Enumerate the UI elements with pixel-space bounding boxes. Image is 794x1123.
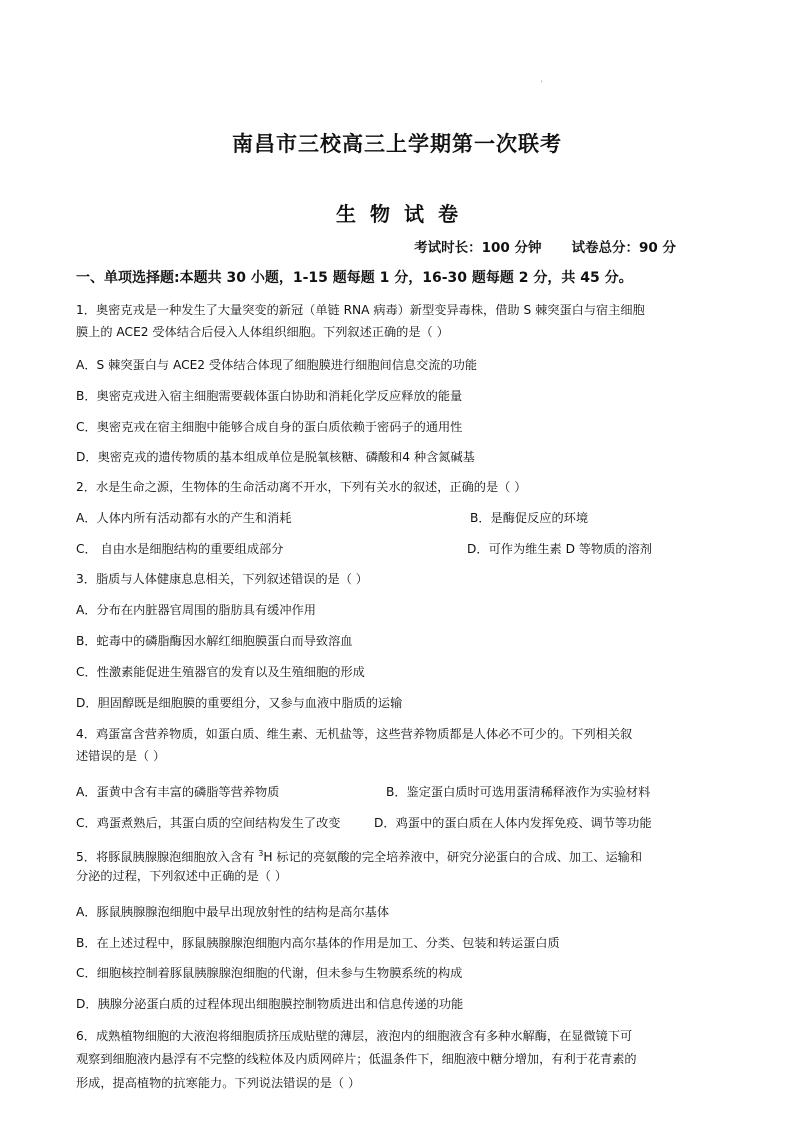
q2-option-b: B．是酶促反应的环境 bbox=[470, 511, 589, 525]
q6-stem-line2: 观察到细胞液内悬浮有不完整的线粒体及内质网碎片；低温条件下，细胞液中糖分增加，有利于花青素的 bbox=[76, 1052, 637, 1066]
q2-stem: 2．水是生命之源，生物体的生命活动离不开水，下列有关水的叙述，正确的是（ ） bbox=[76, 480, 527, 494]
q6-stem-line1: 6．成熟植物细胞的大液泡将细胞质挤压成贴壁的薄层，液泡内的细胞液含有多种水解酶，在显微镜下可 bbox=[76, 1029, 633, 1043]
q5-option-c: C．细胞核控制着豚鼠胰腺腺泡细胞的代谢，但未参与生物膜系统的构成 bbox=[76, 966, 463, 980]
section-heading: 一、单项选择题:本题共 30 小题，1-15 题每题 1 分，16-30 题每题 2 分，共 45 分。 bbox=[76, 270, 633, 286]
exam-duration: 考试时长：100 分钟 bbox=[414, 240, 542, 256]
q3-option-a: A．分布在内脏器官周围的脂肪具有缓冲作用 bbox=[76, 603, 316, 617]
q4-option-d: D．鸡蛋中的蛋白质在人体内发挥免疫、调节等功能 bbox=[374, 816, 652, 830]
q1-stem-line1: 1．奥密克戎是一种发生了大量突变的新冠（单链 RNA 病毒）新型变异毒株，借助 S 棘突蛋白与宿主细胞 bbox=[76, 303, 645, 317]
q5-stem-part1: 5．将豚鼠胰腺腺泡细胞放入含有 bbox=[76, 850, 259, 865]
q3-stem: 3．脂质与人体健康息息相关，下列叙述错误的是（ ） bbox=[76, 572, 368, 586]
corner-mark: ' bbox=[541, 80, 543, 87]
q4-stem-line2: 述错误的是（ ） bbox=[76, 749, 166, 763]
exam-meta bbox=[414, 236, 676, 256]
q2-option-a: A．人体内所有活动都有水的产生和消耗 bbox=[76, 511, 292, 525]
q5-option-a: A．豚鼠胰腺腺泡细胞中最早出现放射性的结构是高尔基体 bbox=[76, 905, 390, 919]
q5-option-d: D．胰腺分泌蛋白质的过程体现出细胞膜控制物质进出和信息传递的功能 bbox=[76, 997, 464, 1011]
q3-option-b: B．蛇毒中的磷脂酶因水解红细胞膜蛋白而导致溶血 bbox=[76, 634, 353, 648]
q4-option-c: C．鸡蛋煮熟后，其蛋白质的空间结构发生了改变 bbox=[76, 816, 341, 830]
q1-option-a: A．S 棘突蛋白与 ACE2 受体结合体现了细胞膜进行细胞间信息交流的功能 bbox=[76, 358, 478, 372]
q5-stem-line1 bbox=[76, 846, 642, 865]
exam-total-score: 试卷总分：90 分 bbox=[571, 240, 676, 256]
q4-stem-line1: 4．鸡蛋富含营养物质，如蛋白质、维生素、无机盐等，这些营养物质都是人体必不可少的。下列相关叙 bbox=[76, 727, 633, 741]
q5-superscript: 3 bbox=[258, 849, 264, 858]
q5-stem-line2: 分泌的过程，下列叙述中正确的是（ ） bbox=[76, 869, 288, 883]
q6-stem-line3: 形成，提高植物的抗寒能力。下列说法错误的是（ ） bbox=[76, 1076, 361, 1090]
q1-option-c: C．奥密克戎在宿主细胞中能够合成自身的蛋白质依赖于密码子的通用性 bbox=[76, 420, 463, 434]
q3-option-d: D．胆固醇既是细胞膜的重要组分，又参与血液中脂质的运输 bbox=[76, 696, 403, 710]
q2-option-c: C． 自由水是细胞结构的重要组成部分 bbox=[76, 542, 284, 556]
q1-option-b: B．奥密克戎进入宿主细胞需要载体蛋白协助和消耗化学反应释放的能量 bbox=[76, 389, 463, 403]
q5-stem-part2: H 标记的亮氨酸的完全培养液中，研究分泌蛋白的合成、加工、运输和 bbox=[263, 850, 643, 865]
exam-subtitle: 生物试卷 bbox=[336, 202, 472, 226]
exam-title: 南昌市三校高三上学期第一次联考 bbox=[232, 131, 562, 156]
q2-option-d: D．可作为维生素 D 等物质的溶剂 bbox=[467, 542, 652, 556]
q4-option-a: A．蛋黄中含有丰富的磷脂等营养物质 bbox=[76, 785, 280, 799]
q5-option-b: B．在上述过程中，豚鼠胰腺腺泡细胞内高尔基体的作用是加工、分类、包装和转运蛋白质 bbox=[76, 936, 560, 950]
q1-option-d: D．奥密克戎的遗传物质的基本组成单位是脱氧核糖、磷酸和4 种含氮碱基 bbox=[76, 450, 475, 464]
q3-option-c: C．性激素能促进生殖器官的发育以及生殖细胞的形成 bbox=[76, 665, 365, 679]
q1-stem-line2: 膜上的 ACE2 受体结合后侵入人体组织细胞。下列叙述正确的是（ ） bbox=[76, 325, 449, 339]
q4-option-b: B．鉴定蛋白质时可选用蛋清稀释液作为实验材料 bbox=[386, 785, 651, 799]
